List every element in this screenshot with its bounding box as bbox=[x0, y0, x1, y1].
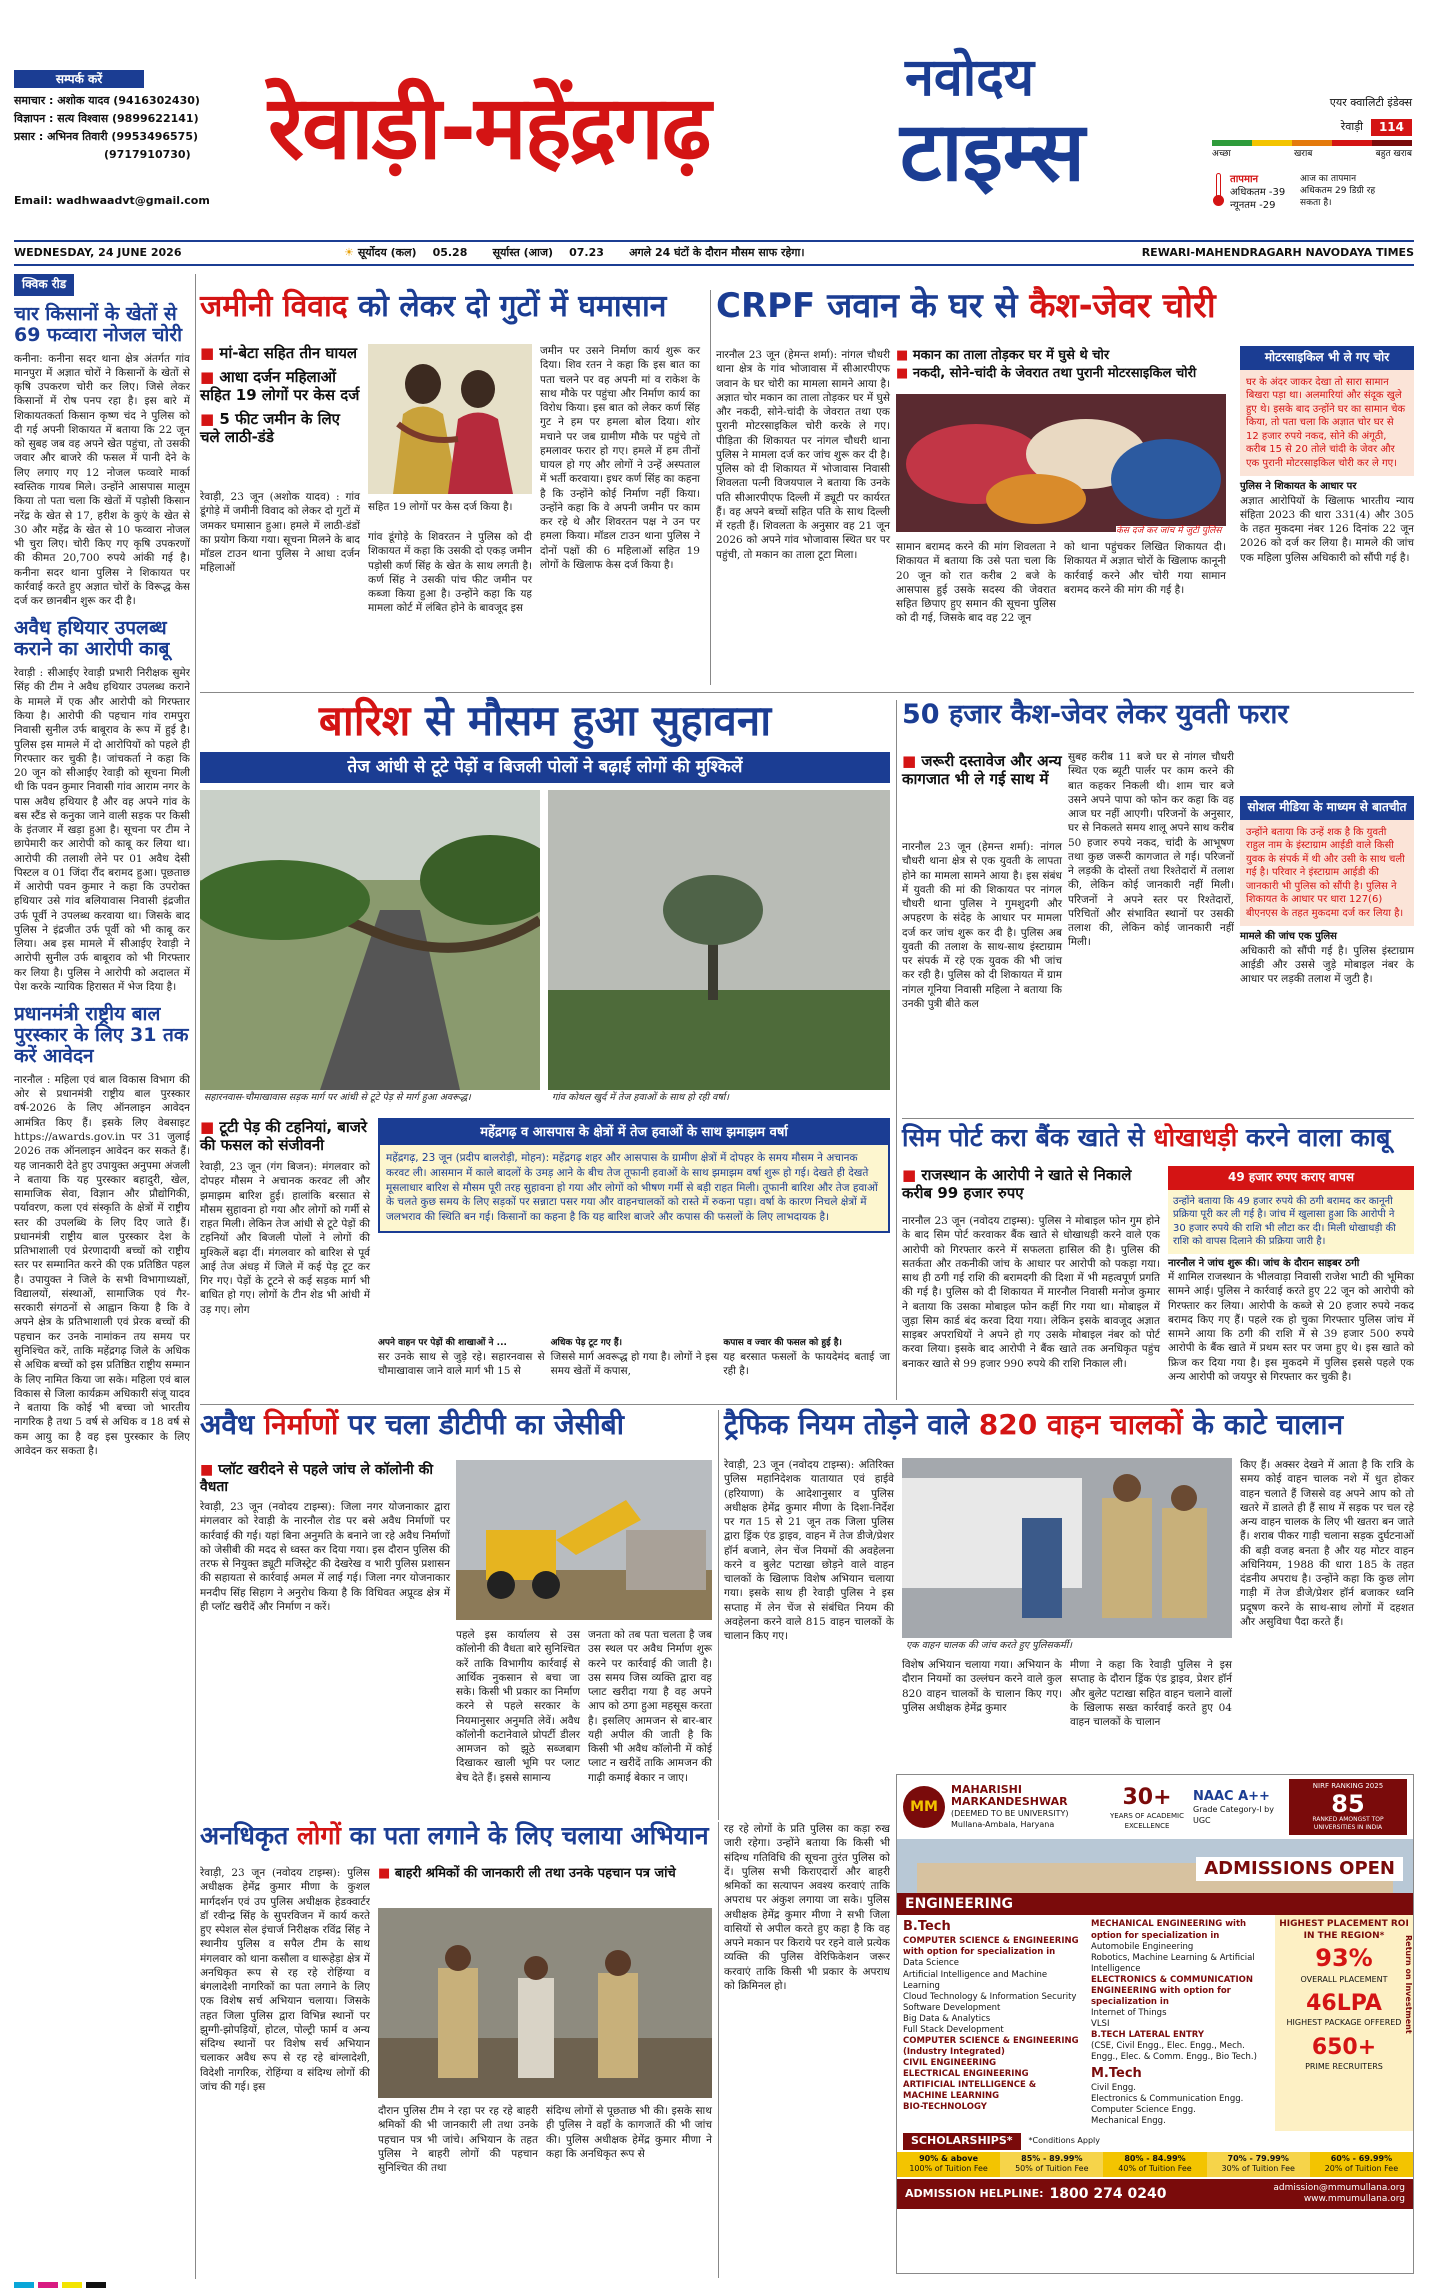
scholarships-label: SCHOLARSHIPS* bbox=[903, 2133, 1021, 2150]
scholarship-tier: 90% & above 100% of Tuition Fee bbox=[897, 2152, 1000, 2177]
weather-bottom-columns bbox=[378, 1338, 890, 1378]
police-search-photo bbox=[378, 1908, 712, 2098]
police-check-photo bbox=[902, 1458, 1232, 1638]
university-logo-icon: MM bbox=[903, 1786, 945, 1828]
btech-label: B.Tech bbox=[903, 1919, 951, 1935]
column-head: अधिक पेड़ टूट गए हैं। bbox=[550, 1338, 623, 1348]
story-body: विशेष अभियान चलाया गया। अभियान के दौरान नियमों का उल्लंघन करने वाले कुल 820 वाहन चालकों के चालान किए गए। पुलिस अधीक्षक हेमेंद्र कुमार bbox=[902, 1659, 1062, 1714]
story-body: नारनौल 23 जून (हेमन्त शर्मा): नांगल चौधरी थाना क्षेत्र से एक युवती के लापता होने का मामला सामने आया है। इस संबंध में युवती की मां की शिकायत पर नांगल चौधरी थाना पुलिस ने गुमशुदगी और अपहरण के संदेह के आधार पर मामला दर्ज कर जांच शुरू कर दी है। पुलिस अब युवती की तलाश के साथ-साथ इंस्टाग्राम पर संपर्क में रहे एक युवक की भी जांच कर रही है। पुलिस को दी शिकायत में ग्राम नांगल गूनिया निवासी महिला ने बताया कि उनकी पुत्री बीते कल bbox=[902, 841, 1062, 1010]
story-land-dispute bbox=[200, 290, 704, 690]
scholarship-tier: 70% - 79.99% 30% of Tuition Fee bbox=[1207, 2152, 1310, 2177]
refund-box-sub-body: में शामिल राजस्थान के भीलवाड़ा निवासी राजेश भाटी की भूमिका सामने आई। पुलिस ने कार्रवाई करते हुए 22 जून को आरोपी को गिरफ्तार कर लिया। आरोपी के कब्जे से 20 हजार रुपये नकद बरामद किए गए हैं। पहले रक हो चुका गिरफ्तार पुलिस जांच में सामने आया कि ठगी की राशि में से 39 हजार 500 रुपये आरोपी के बैंक खाते में प्रथम स्तर पर जमा हुए थे। इस खाते को फ्रिज कर दिया गया है। इस मुकदमे में पुलिस इससे पहले एक अन्य आरोपी को जयपुर से गिरफ्तार कर चुकी है। bbox=[1168, 1271, 1414, 1383]
nirf-label: NIRF RANKING 2025 bbox=[1312, 1782, 1384, 1791]
side-box-sub-body: अधिकारी को सौंपी गई है। पुलिस इंस्टाग्राम आईडी और उससे जुड़े मोबाइल नंबर के आधार पर लड़की तलाश में जुटी है। bbox=[1240, 944, 1414, 986]
story-body: संदिग्ध लोगों से पूछताछ भी की। इसके साथ ही पुलिस ने वहाँ के कागजातें की भी जांच की। पुलिस अधीक्षक हेमेंद्र कुमार मीणा ने कहा कि अनधिकृत रूप से bbox=[546, 2105, 712, 2160]
story-body: को थाना पहुंचकर लिखित शिकायत दी। शिकायत में अज्ञात चोरों के खिलाफ कानूनी कार्रवाई करने और चोरी गया सामान बरामद करने की मांग की गई है। bbox=[1064, 541, 1226, 596]
mtech-item: Computer Science Engg. bbox=[1091, 2105, 1196, 2116]
story-body: सामान बरामद करने की मांग शिवलता ने शिकायत में बताया कि उसे पता चला कि 20 जून को रात करीब 2 बजे के आसपास हुई उसके सदस्य की जेवरात सहित छिपाए हुए समान की सूचना पुलिस को दी गई, जिसके बाद वह 22 जून bbox=[896, 541, 1056, 625]
ad-header bbox=[897, 1775, 1413, 1839]
scholarship-tier: 60% - 69.99% 20% of Tuition Fee bbox=[1310, 2152, 1413, 2177]
aqi-legend-very-bad: बहुत खराब bbox=[1375, 149, 1412, 160]
scholarship-tier: 80% - 84.99% 40% of Tuition Fee bbox=[1103, 2152, 1206, 2177]
story-crpf-theft bbox=[716, 288, 1236, 688]
story-body: पहले इस कार्यालय से उस कॉलोनी की वैधता बारे सुनिश्चित करें ताकि विभागीय कार्रवाई से आर्थिक नुकसान से बचा जा सके। किसी भी प्रकार का निर्माण करने से पहले सरकार के नियमानुसार अनुमति लेवें। अवैध कॉलोनी कटानेवाले प्रोपर्टी डीलर आमजन को झूठे सब्जबाग दिखाकर खाली भूमि पर प्लाट बेच देते हैं। इससे सामान्य bbox=[456, 1629, 580, 1784]
refund-box bbox=[1168, 1166, 1414, 1384]
weather-box-title: महेंद्रगढ़ व आसपास के क्षेत्रों में तेज हवाओं के साथ झमाझम वर्षा bbox=[380, 1120, 888, 1145]
temp-max: अधिकतम -39 bbox=[1230, 187, 1286, 199]
btech-item: CIVIL ENGINEERING bbox=[903, 2057, 997, 2068]
campus-photo bbox=[897, 1839, 1413, 1893]
story-headline: अवैध निर्माणों पर चला डीटीपी का जेसीबी bbox=[200, 1408, 625, 1441]
contact-label: सम्पर्क करें bbox=[14, 70, 144, 88]
bullet-point: ■ राजस्थान के आरोपी ने खाते से निकाले करीब 99 हजार रुपए bbox=[902, 1166, 1160, 1202]
ad-website: www.mmumullana.org bbox=[1303, 2194, 1405, 2205]
story-body: रेवाड़ी, 23 जून (अशोक यादव) : गांव डूंगोड़े में जमीनी विवाद को लेकर दो गुटों में जमकर घमासान हुआ। हमले में लाठी-डंडों का प्रयोग किया गया। सूचना मिलने के बाद मॉडल टाउन थाना पुलिस ने आधा दर्जन महिलाओं bbox=[200, 491, 360, 575]
placement-title: HIGHEST PLACEMENT ROI IN THE REGION* bbox=[1279, 1919, 1409, 1942]
btech-item: Artificial Intelligence and Machine Learning bbox=[903, 1969, 1048, 1991]
story-bullets bbox=[896, 348, 1226, 381]
side-box-motorcycle bbox=[1240, 346, 1414, 706]
sun-icon: ☀ bbox=[344, 245, 354, 259]
side-box-sub: पुलिस ने शिकायत के आधार पर bbox=[1240, 481, 1357, 493]
btech-item: ELECTRONICS & COMMUNICATION ENGINEERING with option for specialization in bbox=[1091, 1974, 1253, 2007]
story-headline: सिम पोर्ट करा बैंक खाते से धोखाधड़ी करने वाला काबू bbox=[902, 1123, 1391, 1152]
story-body: सुबह करीब 11 बजे घर से नांगल चौधरी स्थित एक ब्यूटी पार्लर पर काम करने की बात कहकर निकली थी। शाम चार बजे उसने अपने पापा को फोन कर कहा कि वह आज घर नहीं आएगी। परिजनों के अनुसार, घर से निकलते समय शालू अपने साथ करीब 50 हजार रुपये नकद, चांदी के आभूषण तथा कुछ जरूरी कागजात ले गई। परिजनों ने लड़की के दोस्तों तथा रिश्तेदारों में तलाश की, लेकिन कोई जानकारी नहीं मिली। परिजनों ने अपने स्तर पर रिश्तेदारों, परिचितों और संभावित स्थानों पर उसकी तलाश की, लेकिन कोई जानकारी नहीं मिली। bbox=[1068, 751, 1234, 949]
story-traffic-challans bbox=[724, 1410, 1414, 1770]
refund-box-title: 49 हजार रुपए कराए वापस bbox=[1168, 1166, 1414, 1190]
registration-marks bbox=[14, 2282, 1414, 2288]
btech-item: Big Data & Analytics bbox=[903, 2013, 991, 2024]
story-headline: बारिश से मौसम हुआ सुहावना bbox=[318, 696, 772, 745]
weather-box bbox=[378, 1118, 890, 1233]
bullet-point: ■ आधा दर्जन महिलाओं सहित 19 लोगों पर केस दर्ज bbox=[200, 368, 360, 404]
aqi-city: रेवाड़ी bbox=[1340, 120, 1363, 134]
mtech-item: Mechanical Engg. bbox=[1091, 2116, 1166, 2127]
side-box-title: मोटरसाइकिल भी ले गए चोर bbox=[1240, 346, 1414, 370]
quick-read-body: कनीना: कनीना सदर थाना क्षेत्र अंतर्गत गांव मानपुरा में अज्ञात चोरों ने किसानों के खेतों से कृषि उपकरण चोरी कर लिए। जिसे लेकर किसानों में रोष पनप रहा है। इस बारे में शिकायतकर्ता किसान कृष्ण चंद ने पुलिस को दी गई अपनी शिकायत में बताया कि 22 जून को सुबह जब वह अपने खेत पहुंचा, तो उसकी जवार और बाजरे की फसल में पानी देने के लिए लगाए गए 12 नोजल फव्वारे मार्का स्वस्तिक गायब मिले। उन्होंने आसपास मालूम किया तो पता चला कि खेतों में पड़ोसी किसान नरेंद्र के खेत से 17, हरीश के कुएं के खेत से 30 और महेंद्र के खेत से 10 फव्वारा नोजल भी चुरा लिए। चोरी किए गए कृषि उपकरणों की कीमत 20,700 रुपये आंकी गई है। कनीना सदर थाना पुलिस ने शिकायत पर कार्रवाई करते हुए अज्ञात चोरों के विरूद्ध केस दर्ज कर छानबीन शुरू कर दी है। bbox=[14, 352, 190, 608]
btech-item: COMPUTER SCIENCE & ENGINEERING (Industry Integrated) bbox=[903, 2035, 1079, 2057]
mmu-advertisement bbox=[896, 1774, 1414, 2274]
section-divider bbox=[200, 1404, 1414, 1405]
masthead-title-left: रेवाड़ी-महेंद्रगढ़ bbox=[268, 76, 710, 179]
story-body: गांव डूंगोड़े के शिवरतन ने पुलिस को दी शिकायत में कहा कि उसकी दो एकड़ जमीन पड़ोसी कर्ण सिंह के खेत के साथ लगती है। कर्ण सिंह ने उसकी पांच फीट जमीन पर कब्जा किया हुआ है। उन्होंने कहा कि यह मामला कोर्ट में लंबित होने के बावजूद इस bbox=[368, 531, 532, 615]
helpline-label: ADMISSION HELPLINE: bbox=[905, 2186, 1044, 2200]
photo-caption-text: सहित 19 लोगों पर केस दर्ज किया है। bbox=[368, 501, 513, 513]
masthead-email: Email: wadhwaadvt@gmail.com bbox=[14, 194, 210, 207]
column-divider bbox=[710, 290, 711, 685]
university-sub: (DEEMED TO BE UNIVERSITY) bbox=[951, 1809, 1069, 1819]
thermometer-icon bbox=[1212, 173, 1224, 207]
masthead-title-right: टाइम्स bbox=[900, 105, 1085, 200]
refund-box-body: उन्होंने बताया कि 49 हजार रुपये की ठगी बरामद कर कानूनी प्रक्रिया पूरी कर ली गई है। जांच में खुलासा हुआ कि आरोपी ने 30 हजार रुपये की राशि भी लौटा कर दी। मिली धोखाधड़ी की राशि को वापस दिलाने की प्रक्रिया जारी है। bbox=[1168, 1190, 1414, 1254]
section-divider bbox=[200, 692, 1414, 693]
btech-item: ARTIFICIAL INTELLIGENCE & MACHINE LEARNING bbox=[903, 2079, 1037, 2102]
edition: REWARI-MAHENDRAGARH NAVODAYA TIMES bbox=[1141, 245, 1414, 259]
side-box-sub: मामले की जांच एक पुलिस bbox=[1240, 931, 1337, 943]
story-body: रेवाड़ी, 23 जून (नवोदय टाइम्स): अतिरिक्त पुलिस महानिदेशक यातायात एवं हाईवे (हरियाणा) के आदेशानुसार व पुलिस अधीक्षक हेमेंद्र कुमार मीणा के दिशा-निर्देश पर गत 15 से 21 जून तक जिला पुलिस द्वारा ड्रिंक एंड ड्राइव, वाहन में तेज डीजे/प्रेशर हॉर्न बजाने, लेन चेंज नियमों की अवहेलना करने व बुलेट पटाखा छोड़ने वाले वाहन चालकों के खिलाफ विशेष अभियान चलाया गया। इसके साथ ही रेवाड़ी पुलिस ने इस सप्ताह में लेन चेंज से संबंधित नियम की अवहेलना करने वाले 815 वाहन चालकों के चालान किए गए। bbox=[724, 1459, 894, 1643]
dateline-date: WEDNESDAY, 24 JUNE 2026 bbox=[14, 245, 182, 259]
aqi-scale bbox=[1212, 140, 1412, 146]
story-bullets bbox=[200, 344, 360, 446]
photo-caption: सहारनवास-चौमाखावास सड़क मार्ग पर आंधी से टूटे पेड़ से मार्ग हुआ अवरूद्ध। bbox=[200, 1090, 540, 1107]
bullet-point: ■ बाहरी श्रमिकों की जानकारी ली तथा उनके पहचान पत्र जांचे bbox=[378, 1866, 712, 1882]
weather-side-headline: ■ टूटी पेड़ की टहनियां, बाजरे की फसल को संजीवनी bbox=[200, 1118, 370, 1154]
side-box-body: उन्होंने बताया कि उन्हें शक है कि युवती राहुल नाम के इंस्टाग्राम आईडी वाले किसी युवक के संपर्क में थी और उसी के साथ चली गई है। परिवार ने इंस्टाग्राम आईडी की जानकारी भी पुलिस को सौंपी है। पुलिस ने शिकायत के आधार पर धारा 127(6) बीएनएस के तहत मुकदमा दर्ज कर लिया है। bbox=[1240, 820, 1414, 927]
recruiters-label: PRIME RECRUITERS bbox=[1305, 2062, 1383, 2072]
aqi-label: एयर क्वालिटी इंडेक्स bbox=[1329, 96, 1412, 109]
side-box-social bbox=[1240, 796, 1414, 986]
sunset-label: सूर्यास्त (आज) bbox=[492, 245, 554, 259]
years-label: YEARS OF ACADEMIC EXCELLENCE bbox=[1110, 1812, 1184, 1830]
quick-read-body: नारनौल : महिला एवं बाल विकास विभाग की ओर से प्रधानमंत्री राष्ट्रीय बाल पुरस्कार वर्ष-2026 के लिए ऑनलाइन आवेदन आमंत्रित किए हैं। इसके लिए वेबसाइट https://awards.gov.in पर 31 जुलाई 2026 तक ऑनलाइन आवेदन कर सकते हैं। यह जानकारी देते हुए उपायुक्त अनुपमा अंजली ने बताया कि यह पुरस्कार बहादुरी, खेल, सामाजिक सेवा, विज्ञान और प्रौद्योगिकी, पर्यावरण, कला एवं संस्कृति के क्षेत्रों में राष्ट्रीय स्तर की उपलब्धि के लिए दिए जाते हैं। प्रधानमंत्री राष्ट्रीय बाल पुरस्कार देश के प्रतिभाशाली एवं प्रेरणादायी बच्चों को राष्ट्रीय स्तर पर सम्मानित करने की एक प्रतिष्ठित पहल है। उपायुक्त ने जिले के सभी विभागाध्यक्षों, विद्यालयों, संस्थाओं, सामाजिक एवं गैर-सरकारी संगठनों से आह्वान किया है कि वे अपने क्षेत्र के प्रतिभाशाली एवं प्रेरक बच्चों की पहचान कर उनके नामांकन तय समय पर सुनिश्चित करें, ताकि महेंद्रगढ़ जिले के अधिक से अधिक बच्चों को इस प्रतिष्ठित राष्ट्रीय सम्मान के लिए नामित किया जा सके। महिला एवं बाल विकास से जिला कार्यक्रम अधिकारी संजू यादव ने बताया कि कोई भी बच्चा जो भारतीय नागरिक है तथा 5 वर्ष से अधिक व 18 वर्ष से कम आयु का है वह इस पुरस्कार के लिए आवेदन कर सकता है। bbox=[14, 1073, 190, 1457]
story-missing-girl bbox=[902, 700, 1414, 1120]
mtech-label: M.Tech bbox=[1091, 2066, 1142, 2082]
fallen-tree-photo bbox=[200, 790, 540, 1090]
weather-box-body: महेंद्रगढ़, 23 जून (प्रदीप बालरोड़ी, मोहन): महेंद्रगढ़ शहर और आसपास के ग्रामीण क्षेत्रों में दोपहर के समय मौसम ने अचानक करवट ली। आसमान में काले बादलों के उमड़ आने के बीच तेज तूफानी हवाओं के साथ झमाझम वर्षा शुरू हो गई। देखते ही देखते मूसलाधार बारिश से मौसम पूरी तरह सुहावना हो गया और लोगों को भीषण गर्मी से बड़ी राहत मिली। तूफानी बारिश और तेज हवाओं के चलते कुछ समय के लिए सड़कों पर सन्नाटा पसर गया और वाहनचालकों को रास्ते में रुकना पड़ा। वर्षा के कारण निचले क्षेत्रों में जलभराव की स्थिति बन गई। किसानों का कहना है कि यह बारिश बाजरे और कपास की फसलों के लिए लाभदायक है। bbox=[380, 1145, 888, 1230]
refund-box-sub: नारनौल ने जांच शुरू की। जांच के दौरान साइबर ठगी bbox=[1168, 1257, 1360, 1269]
bullet-point: ■ 5 फीट जमीन के लिए चले लाठी-डंडे bbox=[200, 410, 360, 446]
story-headline: 50 हजार कैश-जेवर लेकर युवती फरार bbox=[902, 699, 1289, 730]
aqi-value: 114 bbox=[1371, 119, 1412, 137]
story-headline: जमीनी विवाद को लेकर दो गुटों में घमासान bbox=[200, 289, 667, 324]
contact-news: समाचार : अशोक यादव (9416302430) bbox=[14, 94, 200, 107]
ad-vertical-label: Return on Investment bbox=[1404, 1935, 1413, 2034]
side-box-sub-body: अज्ञात आरोपियों के खिलाफ भारतीय न्याय संहिता 2023 की धारा 331(4) और 305 के तहत मुकदमा नंबर 126 दिनांक 22 जून 2026 को दर्ज कर लिया है। मामले की जांच एक महिला पुलिस अधिकारी को सौंपी गई है। bbox=[1240, 494, 1414, 564]
column-divider bbox=[718, 1410, 719, 1820]
column-head: अपने वाहन पर पेड़ों की शाखाओं ने ... bbox=[378, 1338, 507, 1348]
btech-item: Automobile Engineering bbox=[1091, 1941, 1194, 1952]
story-subheadline: तेज आंधी से टूटे पेड़ों व बिजली पोलों ने बढ़ाई लोगों की मुश्किलें bbox=[200, 752, 890, 782]
package-value: 46LPA bbox=[1306, 1991, 1382, 2017]
helpline-number: 1800 274 0240 bbox=[1049, 2185, 1167, 2202]
story-headline: ट्रैफिक नियम तोड़ने वाले 820 वाहन चालकों के काटे चालान bbox=[724, 1408, 1344, 1441]
story-headline: CRPF जवान के घर से कैश-जेवर चोरी bbox=[716, 286, 1216, 326]
quick-read-headline: प्रधानमंत्री राष्ट्रीय बाल पुरस्कार के लिए 31 तक करें आवेदन bbox=[14, 1003, 189, 1068]
story-body: नारनौल 23 जून (नवोदय टाइम्स): पुलिस ने मोबाइल फोन गुम होने के बाद सिम पोर्ट करवाकर बैंक खाते से धोखाधड़ी करने वाले एक आरोपी को गिरफ्तार करने में सफलता हासिल की है। पुलिस की सतर्कता और तकनीकी जांच के आधार पर आरोपी को पकड़ा गया। साथ ही ठगी गई राशि की बरामदगी की दिशा में भी महत्वपूर्ण प्रगति की गई है। पुलिस को दी शिकायत में मारनौल निवासी मनोज कुमार ने बताया कि उसका मोबाइल फोन कहीं गिर गया था। मोबाइल में जुड़ा सिम कार्ड बंद करवा दिया गया। लेकिन इसके बावजूद अज्ञात साइबर अपराधियों ने अपने हो गए उसके मोबाइल नंबर को पोर्ट करवा लिया। इसके बाद आरोपी ने बैंक खाते तक अनधिकृत पहुंच बनाकर खाते से 99 हजार 990 रुपये की राशि निकाल ली। bbox=[902, 1215, 1160, 1370]
column-divider bbox=[718, 1822, 719, 2278]
contact-circulation: प्रसार : अभिनव तिवारी (9953496575) bbox=[14, 130, 199, 143]
weather-side-story bbox=[200, 1118, 370, 1317]
story-body: किए हैं। अक्सर देखने में आता है कि रात्रि के समय कोई वाहन चालक नशे में धुत होकर वाहन चलाते हैं जिससे वह अपने आप को तो खतरे में डालते ही हैं साथ में सड़क पर चल रहे अन्य वाहन चालक के लिए भी खतरा बन जाते हैं। शराब पीकर गाड़ी चलाना सड़क दुर्घटनाओं की बड़ी वजह बनता है और यह मोटर वाहन अधिनियम, 1988 की धारा 185 के तहत दंडनीय अपराध है। उन्होंने कहा कि कुछ लोग गाड़ी में तेज डीजे/प्रेशर हॉर्न बजाकर ध्वनि प्रदूषण करने के साथ-साथ लोगों में दहशत और असुविधा पैदा करते हैं। bbox=[1240, 1459, 1414, 1628]
package-label: HIGHEST PACKAGE OFFERED bbox=[1286, 2018, 1402, 2028]
scholarship-tier: 85% - 89.99% 50% of Tuition Fee bbox=[1000, 2152, 1103, 2177]
story-body: रह रहे लोगों के प्रति पुलिस का कड़ा रुख जारी रहेगा। उन्होंने बताया कि किसी भी संदिग्ध गतिविधि की सूचना तुरंत पुलिस को दें। पुलिस सभी किराएदारों और बाहरी श्रमिकों का सत्यापन अवश्य करवाएं ताकि अपराध पर अंकुश लगाया जा सके। पुलिस अधीक्षक हेमेंद्र कुमार मीणा ने सभी जिला वासियों से अपील करते हुए कहा है कि वह अपने मकान पर किराये पर रहने वाले प्रत्येक व्यक्ति की पुलिस वेरिफिकेशन जरूर करवाएं ताकि किसी भी प्रकार के अपराध को क्रिमिनल हो। bbox=[724, 1823, 890, 1992]
quick-read-column bbox=[14, 274, 190, 2274]
university-location: Mullana-Ambala, Haryana bbox=[951, 1819, 1055, 1829]
aqi-legend-good: अच्छा bbox=[1212, 149, 1231, 160]
engineering-band: ENGINEERING bbox=[897, 1893, 1413, 1915]
btech-item: Data Science bbox=[903, 1958, 959, 1969]
photo-caption: गांव कोथल खुर्द में तेज हवाओं के साथ हो रही वर्षा। bbox=[548, 1090, 890, 1107]
side-box-title: सोशल मीडिया के माध्यम से बातचीत bbox=[1240, 796, 1414, 820]
bullet-point: ■ जरूरी दस्तावेज और अन्य कागजात भी ले गई साथ में bbox=[902, 752, 1062, 788]
story-body: मीणा ने कहा कि रेवाड़ी पुलिस ने इस सप्ताह के दौरान ड्रिंक एंड ड्राइव, प्रेशर हॉर्न और बुलेट पटाखा सहित वाहन चलाने वालों के खिलाफ सख्त कार्रवाई करते हुए 04 वाहन चालकों के चालान bbox=[1070, 1659, 1232, 1729]
story-body: जनता को तब पता चलता है जब उस स्थल पर अवैध निर्माण शुरू करने पर कार्रवाई की जाती है। उस समय जिस व्यक्ति द्वारा वह प्लाट खरीदा गया है वह अपने आप को ठगा हुआ महसूस करता है। इसलिए आमजन से बार-बार यही अपील की जाती है कि किसी भी अवैध कॉलोनी में कोई प्लाट न खरीदें ताकि आमजन की गाढ़ी कमाई बेकार न जाए। bbox=[588, 1629, 712, 1784]
btech-item: B.TECH LATERAL ENTRY bbox=[1091, 2029, 1205, 2040]
rain-field-photo bbox=[548, 790, 890, 1090]
column-divider bbox=[195, 274, 196, 2279]
btech-item: Robotics, Machine Learning & Artificial Intelligence bbox=[1091, 1952, 1255, 1974]
naac-grade: NAAC A++ bbox=[1193, 1788, 1270, 1804]
years-value: 30+ bbox=[1122, 1785, 1172, 1811]
dateline-bar bbox=[14, 240, 1414, 266]
side-box-body: घर के अंदर जाकर देखा तो सारा सामान बिखरा पड़ा था। अलमारियां और संदूक खुले हुए थे। इसके बाद उन्होंने घर का सामान चेक किया, तो पता चला कि अज्ञात चोर घर से 12 हजार रुपये नकद, सोने की अंगूठी, करीब 15 से 20 तोले चांदी के जेवर और एक पुरानी मोटरसाइकिल चोरी कर ले गए। bbox=[1240, 370, 1414, 477]
story-body: रेवाड़ी, 23 जून (नवोदय टाइम्स): पुलिस अधीक्षक हेमेंद्र कुमार मीणा के कुशल मार्गदर्शन एवं उप पुलिस अधीक्षक हेडक्वार्टर डॉ रवीन्द्र सिंह के सुपरविजन में कार्य करते हुए स्पेशल सेल इंचार्ज निरीक्षक रविंद्र सिंह ने स्थानीय पुलिस व सपैल टीम के साथ मंगलवार को थाना कसौला व धारूहेड़ा क्षेत्र में अनधिकृत रूप से रह रहे रोहिंग्या व बंगलादेशी नागरिकों का पता लगाने के लिए एक विशेष सर्च अभियान चलाया। जिसके तहत जिला पुलिस द्वारा विभिन्न स्थानों पर झुग्गी-झोपड़ियों, होटल, पोल्ट्री फार्म व अन्य संदिग्ध स्थानों पर विशेष सर्च अभियान चलाकर अवैध रूप से रह रहे बांग्लादेशी, विदेशी नागरिक, रोहिंग्या व संदिग्ध लोगों की जांच की गई। इस bbox=[200, 1867, 370, 2093]
btech-item: (CSE, Civil Engg., Elec. Engg., Mech. Engg., Elec. & Comm. Engg., Bio Tech.) bbox=[1091, 2040, 1257, 2063]
sunrise-label: सूर्योदय (कल) bbox=[357, 245, 417, 259]
story-unauthorized-persons bbox=[200, 1822, 712, 2282]
weather-note: आज का तापमान अधिकतम 29 डिग्री रह सकता है। bbox=[1300, 174, 1376, 209]
contact-extra: (9717910730) bbox=[104, 148, 191, 161]
photo-caption: एक वाहन चालक की जांच करते हुए पुलिसकर्मी। bbox=[902, 1638, 1232, 1655]
btech-item: BIO-TECHNOLOGY bbox=[903, 2102, 987, 2113]
bullet-point: ■ मां-बेटा सहित तीन घायल bbox=[200, 344, 360, 362]
story-sim-fraud bbox=[902, 1124, 1414, 1404]
bullet-point: ■ मकान का ताला तोड़कर घर में घुसे थे चोर bbox=[896, 348, 1226, 364]
btech-item: Cloud Technology & Information Security bbox=[903, 1991, 1077, 2002]
weather-side-body: रेवाड़ी, 23 जून (गंग बिजन): मंगलवार को दोपहर मौसम ने अचानक करवट ली और झमाझम बारिश हुई। हालांकि बरसात से मौसम सुहावना हो गया और लोगों को गर्मी से राहत मिली। लेकिन तेज आंधी से टूटे पेड़ों की टहनियों और बिजली पोलों ने लोगों की मुश्किलें बढ़ा दीं। मंगलवार को बारिश से पूर्व आई तेज अंधड़ में जिले में कई पेड़ टूट कर गिर गए। पेड़ों के टूटने से कई सड़क मार्ग भी बाधित हो गए। लोगों के टीन शेड भी आंधी में उड़ गए। लोग bbox=[200, 1161, 370, 1316]
aqi-legend-bad: खराब bbox=[1293, 149, 1313, 160]
story-body: जमीन पर उसने निर्माण कार्य शुरू कर दिया। शिव रतन ने कहा कि इस बात का पता चलने पर वह अपनी मां व राकेश के साथ मौके पर पहुंचा और निर्माण कार्य का विरोध किया। इस बात को लेकर कर्ण सिंह गुट ने हम पर हमला बोल दिया। शोर मचाने पर जब ग्रामीण मौके पर पहुंचे तो हमलावर फरार हो गए। हमले में हम तीनों घायल हो गए और लोगों ने उन्हें अस्पताल में भर्ती करवाया। इधर कर्ण सिंह का कहना है कि उन्होंने कोई निर्माण नहीं किया। उन्होंने कहा कि वे अपनी जमीन पर काम कर रहे थे और शिवरतन पक्ष ने उन पर हमला किया। मॉडल टाउन थाना पुलिस ने दोनों पक्षों की 6 महिलाओं सहित 19 लोगों के खिलाफ केस दर्ज किया है। bbox=[540, 345, 700, 571]
nirf-sub: RANKED AMONGST TOP UNIVERSITIES IN INDIA bbox=[1312, 1815, 1384, 1831]
temp-label: तापमान bbox=[1230, 174, 1259, 186]
btech-item: Software Development bbox=[903, 2002, 1001, 2013]
clothes-photo bbox=[896, 394, 1226, 532]
contacts-block bbox=[14, 92, 264, 164]
nirf-rank: 85 bbox=[1331, 1789, 1365, 1818]
temp-min: न्यूनतम -29 bbox=[1230, 200, 1276, 212]
column-head: कपास व ज्वार की फसल को हुई है। bbox=[723, 1338, 842, 1348]
aqi-panel bbox=[1212, 96, 1412, 216]
section-divider bbox=[902, 1118, 1414, 1119]
bullet-point: ■ नकदी, सोने-चांदी के जेवरात तथा पुरानी मोटरसाइकिल चोरी bbox=[896, 366, 1226, 382]
story-body: दौरान पुलिस टीम ने रहा पर रह रहे बाहरी श्रमिकों की भी जानकारी ली तथा उनके पहचान पत्र भी जांचे। अभियान के तहत पुलिस ने बाहरी लोगों की पहचान सुनिश्चित की तथा bbox=[378, 2105, 538, 2175]
quick-read-body: रेवाड़ी : सीआईए रेवाड़ी प्रभारी निरीक्षक सुमेर सिंह की टीम ने अवैध हथियार उपलब्ध कराने के मामले में एक और आरोपी को गिरफ्तार किया है। आरोपी की पहचान गांव रामपुरा निवासी सुनील उर्फ बाबूराव के रूप में हुई है। पुलिस इस मामले में दो आरोपियों को पहले ही गिरफ्तार कर चुकी है। जांचकर्ता ने कहा कि 20 जून को सीआईए रेवाड़ी को सूचना मिली थी कि पवन कुमार निवासी गांव आराम नगर के पास अवैध हथियार है और वह अपने गांव के बस स्टैंड से कनुका जाने वाली सड़क पर किसी के इंतजार में खड़ा हुआ है। सूचना पर टीम ने छापेमारी कर आरोपी को काबू कर लिया था। आरोपी की तलाशी लेने पर 01 अवैध देसी पिस्टल व 01 जिंदा रौंद बरामद हुआ। पूछताछ में आरोपी पवन कुमार ने कहा कि उपरोक्त हथियार उसे गांव बलियावास निवासी इंद्रजीत उर्फ पूर्वी ने उपलब्ध करवाया था। जिसके बाद पुलिस ने इंद्रजीत उर्फ पूर्वी को भी काबू कर लिया। अब इस मामले में सीआईए रेवाड़ी ने आरोपी सुनील उर्फ बाबूराव को भी गिरफ्तार कर लिया है। पुलिस ने आरोपी को अदालत में पेश करके न्यायिक हिरासत में भेज दिया है। bbox=[14, 667, 190, 994]
mtech-item: Civil Engg. bbox=[1091, 2082, 1137, 2093]
sunrise-time: 05.28 bbox=[432, 245, 468, 259]
story-headline: अनधिकृत लोगों का पता लगाने के लिए चलाया अभियान bbox=[200, 1821, 709, 1850]
naac-sub: Grade Category-I by UGC bbox=[1193, 1805, 1274, 1825]
recruiters-value: 650+ bbox=[1311, 2035, 1377, 2061]
story-weather bbox=[200, 698, 890, 1398]
btech-item: Full Stack Development bbox=[903, 2024, 1004, 2035]
story-body: रेवाड़ी, 23 जून (नवोदय टाइम्स): जिला नगर योजनाकार द्वारा मंगलवार को रेवाड़ी के नारनौल रोड पर बसे अवैध निर्माणों पर कार्रवाई की गई। यहां बिना अनुमति के बनाने जा रहे अवैध निर्माणों को जेसीबी की मदद से ध्वस्त कर दिया गया। इस दौरान पुलिस की तरफ से नियुक्त ड्यूटी मजिस्ट्रेट की देखरेख व भारी पुलिस प्रशासन की सहायता से कार्रवाई अमल में लाई गई। जिला नगर योजनाकार मनदीप सिंह सिहाग ने अनुरोध किया है कि विधिवत अप्रूव्ड क्षेत्र में ही प्लॉट खरीदें और निर्माण न करें। bbox=[200, 1501, 450, 1613]
forecast: अगले 24 घंटों के दौरान मौसम साफ रहेगा। bbox=[629, 245, 805, 259]
admissions-open: ADMISSIONS OPEN bbox=[1196, 1857, 1403, 1881]
quick-read-item bbox=[14, 1004, 190, 1458]
helpline-bar bbox=[897, 2179, 1413, 2210]
jcb-photo bbox=[456, 1460, 712, 1620]
quick-read-item bbox=[14, 304, 190, 609]
scholarship-tiers bbox=[897, 2152, 1413, 2177]
column-divider bbox=[896, 700, 897, 1400]
mtech-item: Electronics & Communication Engg. bbox=[1091, 2094, 1244, 2105]
placement-percent: 93% bbox=[1315, 1944, 1373, 1973]
quick-read-item bbox=[14, 618, 190, 994]
quick-read-headline: अवैध हथियार उपलब्ध कराने का आरोपी काबू bbox=[14, 617, 170, 661]
btech-item: COMPUTER SCIENCE & ENGINEERING with option for specialization in bbox=[903, 1936, 1079, 1958]
scholarship-note: *Conditions Apply bbox=[1028, 2136, 1100, 2146]
column-body: यह बरसात फसलों के फायदेमंद बताई जा रही है। bbox=[723, 1350, 891, 1378]
masthead bbox=[0, 0, 1429, 235]
column-body: जिससे मार्ग अवरूद्ध हो गया है। लोगों ने इस समय खेतों में कपास, bbox=[550, 1350, 718, 1378]
story-body: नारनौल 23 जून (हेमन्त शर्मा): नांगल चौधरी थाना क्षेत्र के गांव भोजावास में सीआरपीएफ जवान के घर चोरी का मामला सामने आया है। अज्ञात चोर मकान का ताला तोड़कर घर में घुसे और नकदी, सोने-चांदी के जेवरात तथा एक पुरानी मोटरसाइकिल चोरी करके ले गए। पीड़िता की शिकायत पर नांगल चौधरी थाना पुलिस ने मामला दर्ज कर जांच शुरू कर दी है। पुलिस को दी शिकायत में भोजावास निवासी शिवलता पत्नी विजयपाल ने बताया कि उनके पति सीआरपीएफ दिल्ली में ड्यूटी पर कार्यरत हैं। वह अपने बच्चों सहित पति के साथ दिल्ली में रहती हैं। शिवलता के अनुसार वह 21 जून 2026 को अपने गांव भोजावास स्थित घर पर पहुंची, तो मकान का ताला टूटा मिला। bbox=[716, 349, 890, 561]
btech-item: Internet of Things bbox=[1091, 2007, 1167, 2018]
women-photo bbox=[368, 344, 532, 494]
photo-caption: केस दर्ज कर जांच में जुटी पुलिस bbox=[1116, 526, 1226, 538]
btech-item: MECHANICAL ENGINEERING with option for specialization in bbox=[1091, 1919, 1247, 1941]
placement-percent-label: OVERALL PLACEMENT bbox=[1300, 1974, 1388, 1984]
column-body: सर उनके साथ से जुड़े रहे। सहारनवास से चौमाखावास जाने वाले मार्ग भी 15 से bbox=[378, 1350, 545, 1378]
bullet-point: ■ प्लॉट खरीदने से पहले जांच ले कॉलोनी की वैधता bbox=[200, 1462, 450, 1496]
masthead-title-top: नवोदय bbox=[905, 48, 1035, 108]
sunset-time: 07.23 bbox=[569, 245, 604, 259]
quick-read-label: क्विक रीड bbox=[14, 274, 74, 296]
university-name: MAHARISHI MARKANDESHWAR bbox=[951, 1782, 1068, 1809]
ad-email: admission@mmumullana.org bbox=[1273, 2182, 1405, 2193]
btech-item: ELECTRICAL ENGINEERING bbox=[903, 2068, 1029, 2079]
contact-ads: विज्ञापन : सत्य विश्वास (9899622141) bbox=[14, 112, 199, 125]
quick-read-headline: चार किसानों के खेतों से 69 फव्वारा नोजल चोरी bbox=[14, 302, 183, 346]
btech-item: VLSI bbox=[1091, 2018, 1110, 2029]
